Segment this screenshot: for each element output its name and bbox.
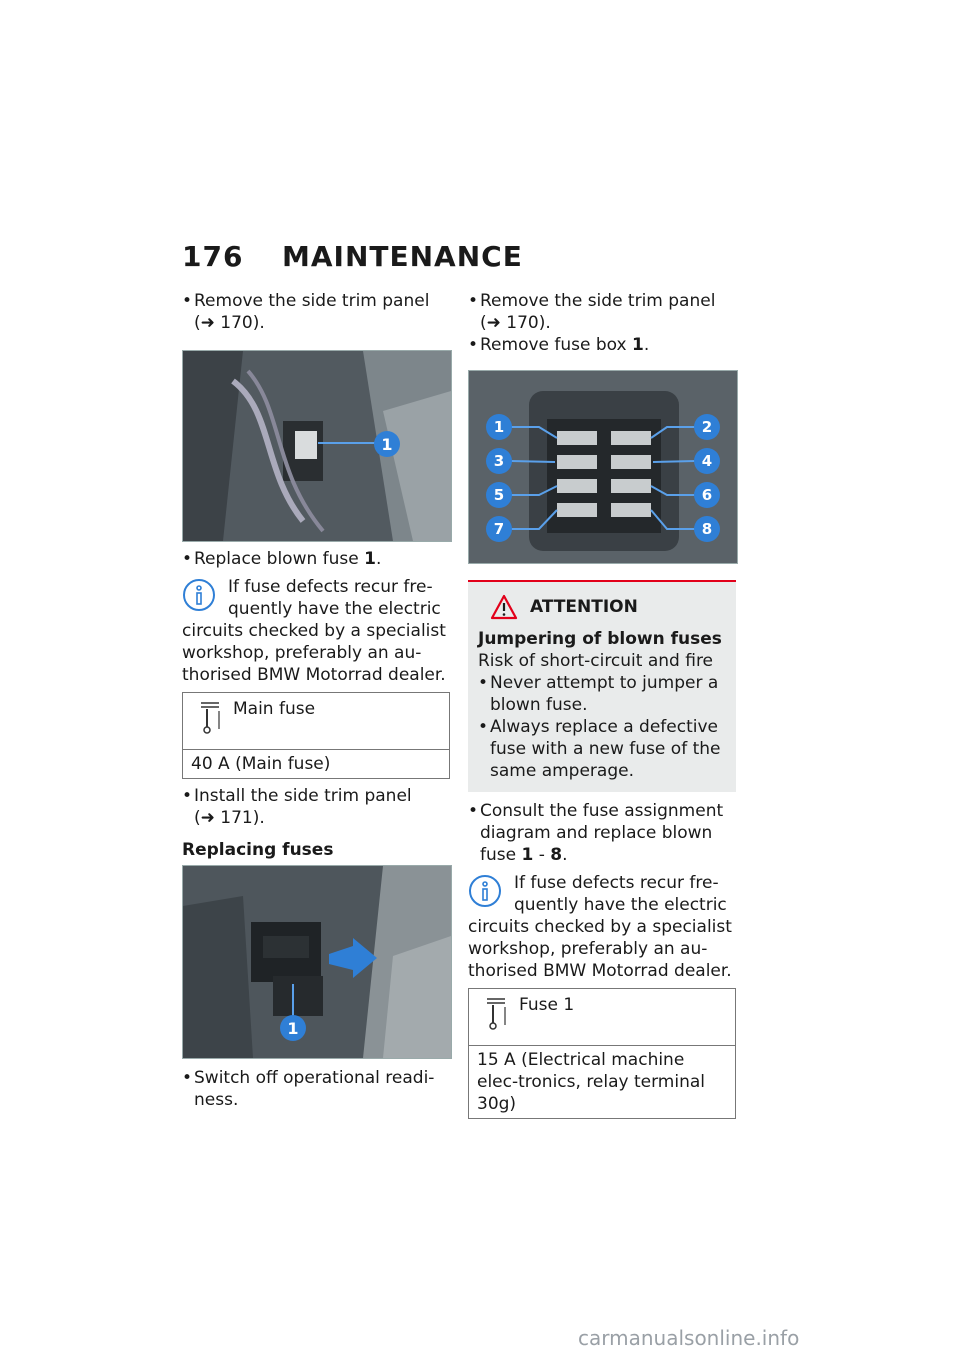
fuse-callout-5: 5 [493, 486, 505, 504]
photo-main-fuse [182, 350, 452, 542]
step-consult-diagram: • Consult the fuse assignment diagram and replace blown fuse 1 - 8. [468, 800, 738, 866]
tech-data-fuse-1: Fuse 1 15 A (Electrical machine elec-tronics, relay terminal 30g) [468, 988, 736, 1119]
info-icon [468, 874, 502, 908]
fuse-callout-6: 6 [701, 486, 713, 504]
watermark: carmanualsonline.info [578, 1326, 800, 1350]
info-note: If fuse defects recur fre- quently have the electric circuits checked by a specialist workshop, preferably an au-thorised BMW Motorrad dealer. [468, 873, 732, 981]
info-note: If fuse defects recur fre- quently have the electric circuits checked by a specialist workshop, preferably an au-thorised BMW Motorrad dealer. [182, 577, 446, 685]
photo-fuse-box-removal [182, 865, 452, 1059]
section-heading: Replacing fuses [182, 840, 334, 860]
step-remove-fuse-box: • Remove fuse box 1. [468, 334, 738, 356]
attention-item: • Always replace a defective fuse with a new fuse of the same amperage. [478, 716, 726, 782]
right-column [468, 290, 738, 1119]
fuse-callout-8: 8 [701, 520, 713, 538]
step-install-trim: • Install the side trim panel (➜ 171). [182, 785, 452, 829]
fuse-callout-4: 4 [701, 452, 713, 470]
attention-box: ATTENTION Jumpering of blown fuses Risk of short-circuit and fire • Never attempt to jumper a blown fuse. • Always replace a defective fuse with a new fuse of the same amperage. [468, 580, 736, 792]
info-icon [182, 578, 216, 612]
fuse-callout-3: 3 [493, 452, 505, 470]
warning-triangle-icon [490, 594, 518, 620]
attention-title: ATTENTION [490, 594, 726, 620]
page-header [182, 240, 523, 273]
photo-callout-1: 1 [381, 435, 393, 454]
step-remove-trim: • Remove the side trim panel (➜ 170). [182, 290, 452, 334]
page-ref[interactable]: 170). [506, 313, 551, 333]
page-ref-arrow-icon: ➜ [200, 808, 215, 828]
fuse-callout-7: 7 [493, 520, 505, 538]
page-ref[interactable]: 171). [220, 808, 265, 828]
fuse-callout-1: 1 [493, 418, 505, 436]
fuse-gauge-icon [197, 699, 225, 737]
attention-item: • Never attempt to jumper a blown fuse. [478, 672, 726, 716]
step-switch-off: • Switch off operational readi-ness. [182, 1067, 452, 1111]
tech-data-main-fuse: Main fuse 40 A (Main fuse) [182, 692, 450, 779]
step-replace-fuse: • Replace blown fuse 1. [182, 548, 452, 570]
left-column [182, 290, 452, 1111]
photo-fuse-box [468, 370, 738, 564]
page-ref-arrow-icon: ➜ [486, 313, 501, 333]
photo-callout-1: 1 [287, 1019, 299, 1038]
chapter-title: MAINTENANCE [282, 240, 523, 273]
page-ref-arrow-icon: ➜ [200, 313, 215, 333]
page-ref[interactable]: 170). [220, 313, 265, 333]
fuse-callout-2: 2 [701, 418, 713, 436]
page-number: 176 [182, 240, 244, 273]
step-remove-trim: • Remove the side trim panel (➜ 170). [468, 290, 738, 334]
fuse-gauge-icon [483, 995, 511, 1033]
